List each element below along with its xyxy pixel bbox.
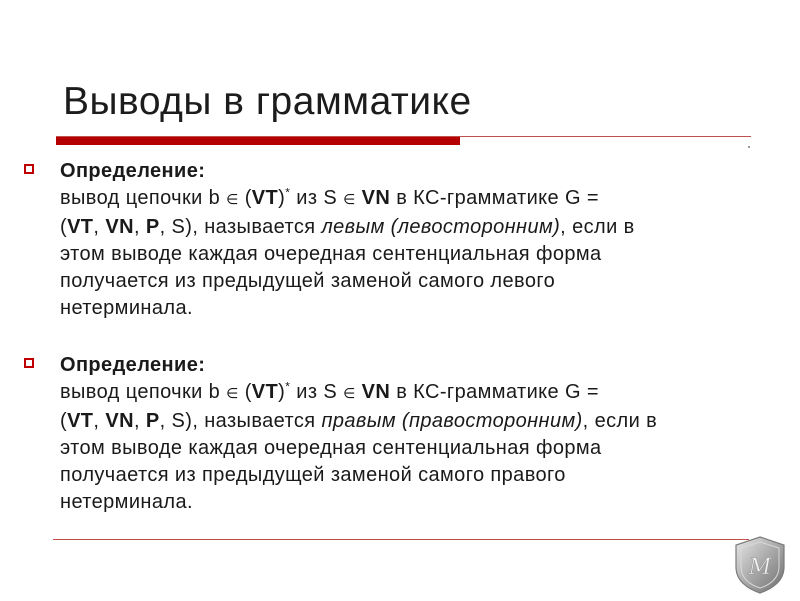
text-run: вывод цепочки b xyxy=(60,187,227,209)
term-vt: VT xyxy=(67,410,94,432)
title-rule-dot xyxy=(748,146,750,148)
text-run: , если в xyxy=(582,410,658,432)
definition-line xyxy=(60,185,780,214)
shield-seal-icon xyxy=(731,534,789,596)
text-run: в КС-грамматике G = xyxy=(390,381,600,403)
text-run: , xyxy=(133,216,146,238)
shield-seal-graphic xyxy=(731,534,789,596)
element-of-symbol: ∈ xyxy=(343,386,356,402)
kleene-star: * xyxy=(285,379,291,394)
text-run: , S), называется xyxy=(159,216,322,238)
definition-line: получается из предыдущей заменой самого правого xyxy=(60,464,566,486)
seal-monogram: M xyxy=(748,555,772,580)
definition-heading: Определение: xyxy=(60,160,206,182)
square-bullet-icon xyxy=(24,358,34,368)
element-of-symbol: ∈ xyxy=(226,192,239,208)
term-vt: VT xyxy=(67,216,94,238)
definition-text xyxy=(60,158,780,322)
text-run: ( xyxy=(238,381,252,403)
term-vn: VN xyxy=(361,187,391,209)
term-vn: VN xyxy=(361,381,391,403)
definition-line: этом выводе каждая очередная сентенциальная форма xyxy=(60,437,602,459)
text-run: ( xyxy=(238,187,252,209)
definition-line: этом выводе каждая очередная сентенциальная форма xyxy=(60,243,602,265)
text-run: ) xyxy=(278,187,286,209)
bottom-rule xyxy=(53,539,749,540)
text-run: из S xyxy=(290,381,344,403)
term-vt: VT xyxy=(251,381,279,403)
term-vn: VN xyxy=(105,410,134,432)
definition-heading: Определение: xyxy=(60,354,206,376)
title-accent-bar xyxy=(56,137,460,145)
text-run: , xyxy=(93,216,106,238)
emphasis-term: левым (левосторонним) xyxy=(321,216,561,238)
element-of-symbol: ∈ xyxy=(343,192,356,208)
text-run: в КС-грамматике G = xyxy=(390,187,600,209)
term-vt: VT xyxy=(251,187,279,209)
term-p: P xyxy=(145,410,160,432)
definition-line xyxy=(60,379,780,408)
text-run: ( xyxy=(60,216,68,238)
text-run: ) xyxy=(278,381,286,403)
text-run: , xyxy=(133,410,146,432)
element-of-symbol: ∈ xyxy=(226,386,239,402)
text-run: из S xyxy=(290,187,344,209)
definition-line: нетерминала. xyxy=(60,297,193,319)
term-vn: VN xyxy=(105,216,134,238)
definition-line: нетерминала. xyxy=(60,491,193,513)
slide-title: Выводы в грамматике xyxy=(63,80,472,123)
text-run: , xyxy=(93,410,106,432)
definition-line: получается из предыдущей заменой самого левого xyxy=(60,270,556,292)
term-p: P xyxy=(145,216,160,238)
text-run: ( xyxy=(60,410,68,432)
square-bullet-icon xyxy=(24,164,34,174)
definition-line xyxy=(60,408,780,435)
text-run: вывод цепочки b xyxy=(60,381,227,403)
definition-text xyxy=(60,352,780,516)
emphasis-term: правым (правосторонним) xyxy=(321,410,583,432)
definition-line xyxy=(60,214,780,241)
text-run: , S), называется xyxy=(159,410,322,432)
text-run: , если в xyxy=(560,216,635,238)
kleene-star: * xyxy=(285,185,291,200)
